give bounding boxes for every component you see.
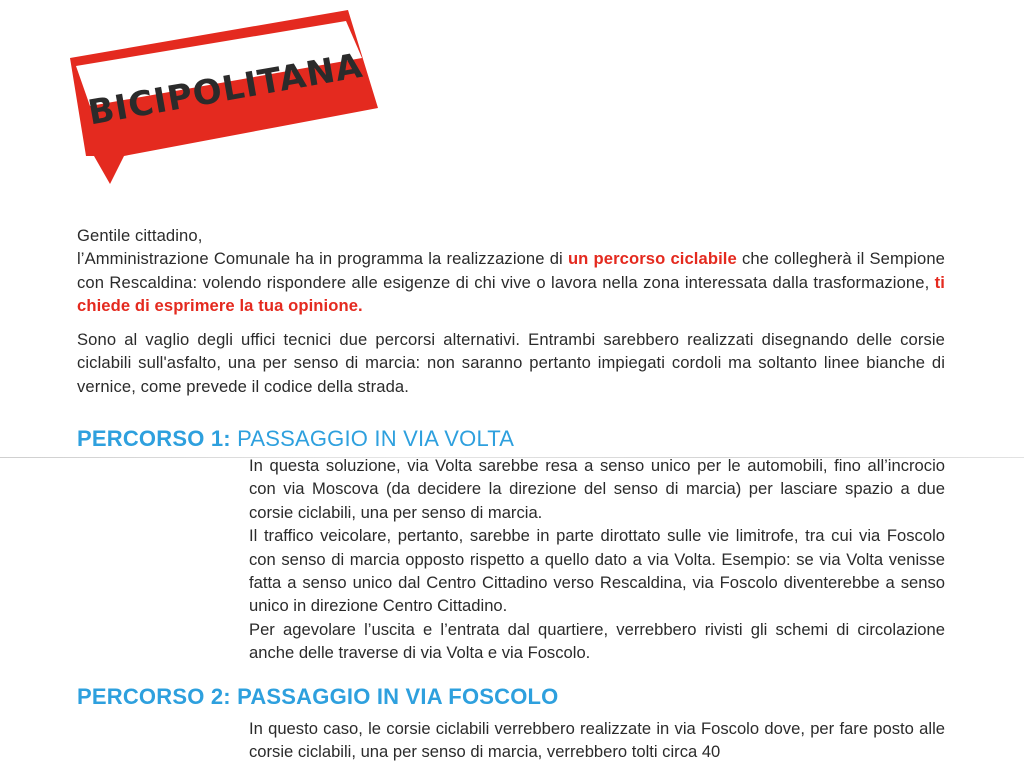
intro-text-b: che collegherà il Sempione con Rescaldina: volendo rispondere alle esigenze di chi vive o lavora nella zona interessata dalla trasformazione, — [77, 249, 945, 292]
percorso-1-label: PERCORSO 1: — [77, 426, 231, 451]
percorso-1-para-2: Il traffico veicolare, pertanto, sarebbe in parte dirottato sulle vie limitrofe, tra cui via Foscolo con senso di marcia opposto rispetto a quello dato a via Volta. Esempio: se via Volta venisse fatta a senso unico dal Centro Cittadino verso Rescaldina, via Foscolo diventerebbe a senso unico in direzione Centro Cittadino. — [249, 526, 945, 616]
alternatives-paragraph: Sono al vaglio degli uffici tecnici due percorsi alternativi. Entrambi sarebbero realizzati disegnando delle corsie ciclabili sull'asfalto, una per senso di marcia: non saranno pertanto impiegati cordoli ma soltanto linee bianche di vernice, come prevede il codice della strada. — [77, 330, 945, 396]
percorso-2-body — [249, 717, 945, 764]
percorso-2-para-1: In questo caso, le corsie ciclabili verrebbero realizzate in via Foscolo dove, per fare posto alle corsie ciclabili, una per senso di marcia, verrebbero tolti circa 40 — [249, 719, 945, 762]
speech-bubble-logo-graphic — [66, 6, 382, 184]
bicipolitana-logo — [66, 6, 382, 184]
intro-paragraph — [77, 224, 945, 318]
highlight-esprimi-opinione: ti chiede di esprimere la tua opinione. — [77, 272, 945, 316]
percorso-1-body — [249, 454, 945, 665]
highlight-percorso-ciclabile: un percorso ciclabile — [567, 249, 737, 269]
percorso-1-para-3: Per agevolare l’uscita e l’entrata dal quartiere, verrebbero rivisti gli schemi di circolazione anche delle traverse di via Volta e via Foscolo. — [249, 619, 945, 663]
percorso-2-heading: PERCORSO 2: PASSAGGIO IN VIA FOSCOLO — [77, 684, 559, 709]
intro-text-a: l’Amministrazione Comunale ha in programma la realizzazione di — [77, 249, 568, 269]
greeting: Gentile cittadino, — [77, 226, 203, 245]
percorso-1-para-1: In questa soluzione, via Volta sarebbe resa a senso unico per le automobili, fino all’incrocio con via Moscova (da decidere la direzione del senso di marcia) per lasciare spazio a due corsie ciclabili, una per senso di marcia. — [249, 456, 945, 522]
percorso-1-title: PASSAGGIO IN VIA VOLTA — [237, 426, 515, 451]
percorso-1-heading — [77, 426, 514, 452]
logo-text: BICIPOLITANA — [85, 45, 366, 134]
intro-text — [77, 247, 945, 317]
